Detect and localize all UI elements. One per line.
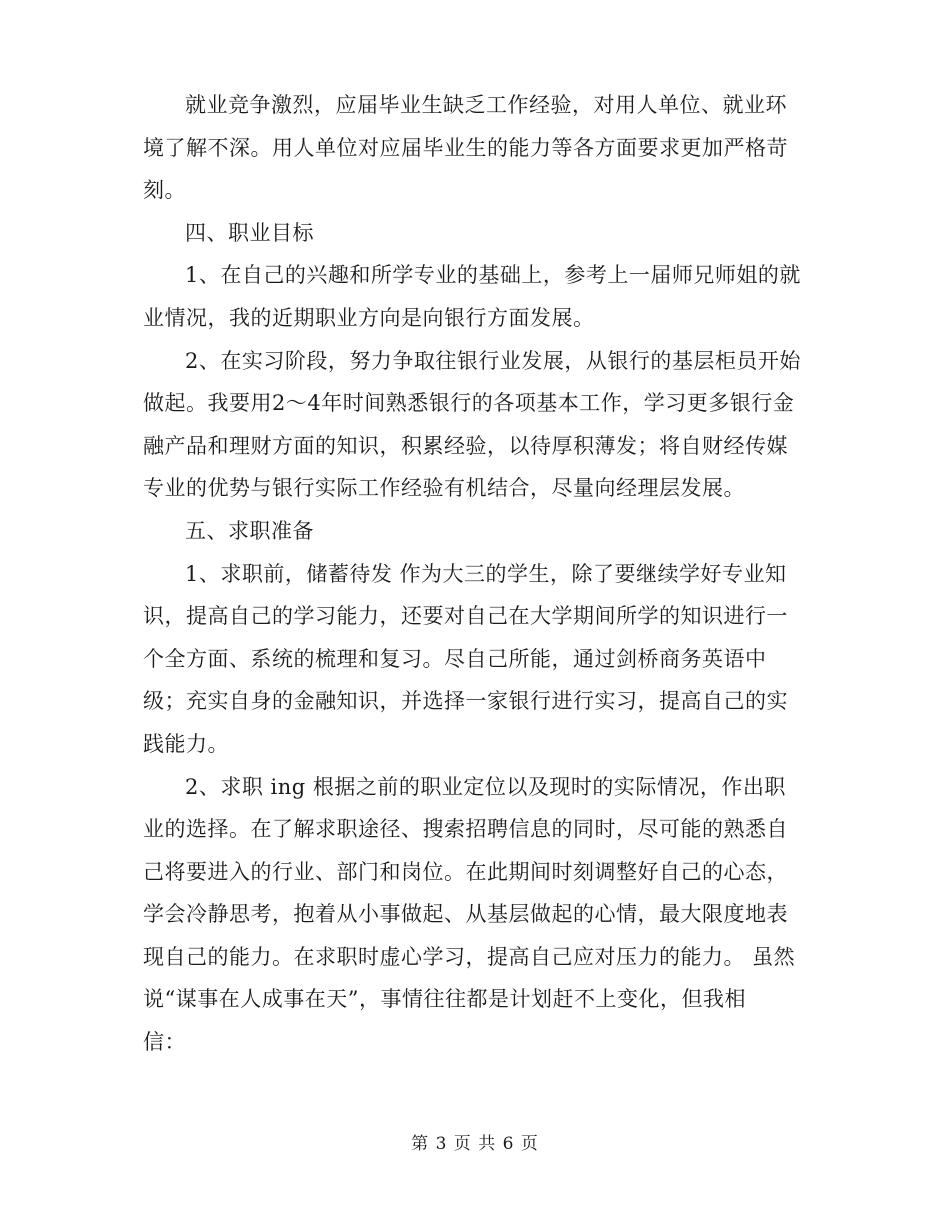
text-line: 四、职业目标 bbox=[185, 220, 314, 245]
text-line: 2、求职 ing 根据之前的职业定位以及现时的实际情况，作出职 bbox=[185, 774, 786, 799]
text-line: 就业竞争激烈，应届毕业生缺乏工作经验，对用人单位、就业环 bbox=[185, 93, 787, 117]
text-line: 1、求职前，储蓄待发 作为大三的学生，除了要继续学好专业知 bbox=[185, 561, 787, 586]
text-line: 个全方面、系统的梳理和复习。尽自己所能，通过剑桥商务英语中 bbox=[143, 646, 767, 671]
document-body bbox=[143, 84, 813, 1064]
text-line: 信： bbox=[143, 1030, 186, 1055]
text-line: 业的选择。在了解求职途径、搜索招聘信息的同时，尽可能的熟悉自 bbox=[143, 817, 788, 842]
text-line: 境了解不深。用人单位对应届毕业生的能力等各方面要求更加严格苛 bbox=[143, 135, 788, 160]
text-line: 现自己的能力。在求职时虚心学习，提高自己应对压力的能力。 虽然 bbox=[143, 944, 796, 969]
text-line: 识，提高自己的学习能力，还要对自己在大学期间所学的知识进行一 bbox=[143, 604, 788, 629]
text-line: 专业的优势与银行实际工作经验有机结合，尽量向经理层发展。 bbox=[143, 476, 745, 501]
text-line: 业情况，我的近期职业方向是向银行方面发展。 bbox=[143, 305, 595, 330]
text-line: 学会冷静思考，抱着从小事做起、从基层做起的心情，最大限度地表 bbox=[143, 902, 788, 927]
page-footer: 第 3 页 共 6 页 bbox=[411, 1134, 539, 1154]
text-line: 1、在自己的兴趣和所学专业的基础上，参考上一届师兄师姐的就 bbox=[185, 263, 801, 288]
text-line: 践能力。 bbox=[143, 731, 229, 756]
text-line: 做起。我要用2～4年时间熟悉银行的各项基本工作，学习更多银行金 bbox=[143, 391, 795, 416]
text-line: 五、求职准备 bbox=[185, 518, 314, 543]
text-line: 级；充实自身的金融知识，并选择一家银行进行实习，提高自己的实 bbox=[143, 689, 788, 714]
text-line: 2、在实习阶段，努力争取往银行业发展，从银行的基层柜员开始 bbox=[185, 348, 801, 373]
text-line: 说“谋事在人成事在天”，事情往往都是计划赶不上变化，但我相 bbox=[143, 987, 746, 1012]
text-line: 刻。 bbox=[143, 178, 186, 203]
text-line: 融产品和理财方面的知识，积累经验，以待厚积薄发；将自财经传媒 bbox=[143, 433, 788, 458]
text-line: 己将要进入的行业、部门和岗位。在此期间时刻调整好自己的心态， bbox=[143, 859, 788, 884]
